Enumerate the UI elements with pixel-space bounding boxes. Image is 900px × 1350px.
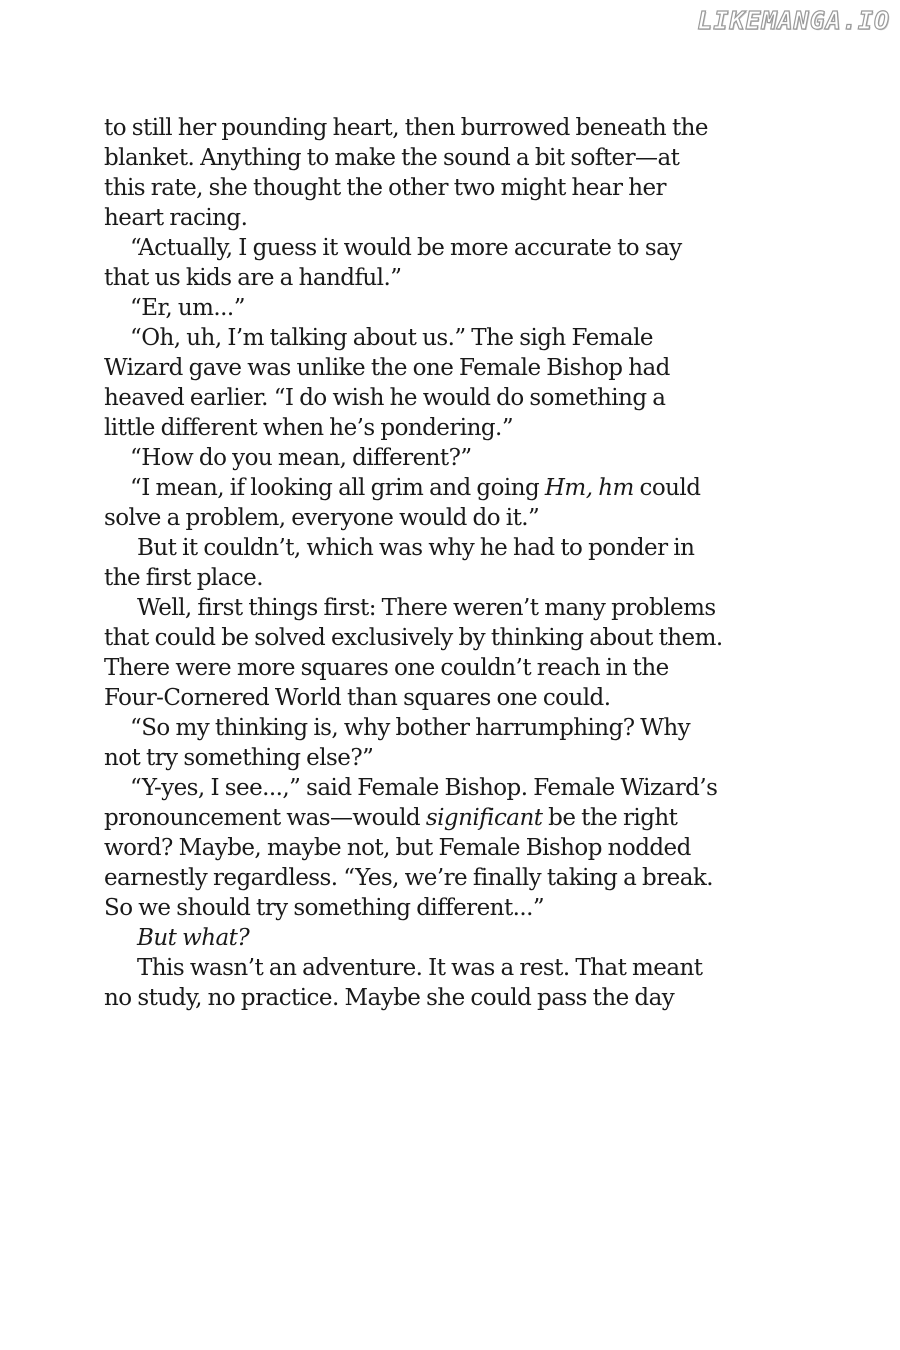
text-segment: word? Maybe, maybe not, but Female Bishop nodded: [104, 835, 691, 861]
text-line: [104, 893, 804, 923]
text-segment: Well, first things first: There weren’t many problems: [137, 595, 716, 621]
text-segment: be the right: [542, 805, 678, 831]
text-segment: not try something else?”: [104, 745, 374, 771]
text-line: [104, 293, 804, 323]
text-segment: Four-Cornered World than squares one could.: [104, 685, 611, 711]
text-line: [104, 443, 804, 473]
text-line: [104, 263, 804, 293]
text-segment: solve a problem, everyone would do it.”: [104, 505, 540, 531]
text-segment: “I mean, if looking all grim and going: [130, 475, 545, 501]
text-segment: no study, no practice. Maybe she could pass the day: [104, 985, 675, 1011]
text-line: [104, 623, 804, 653]
text-segment: the first place.: [104, 565, 263, 591]
page-text: [104, 113, 804, 1013]
text-segment: “Y-yes, I see...,” said Female Bishop. Female Wizard’s: [130, 775, 718, 801]
text-segment: Wizard gave was unlike the one Female Bishop had: [104, 355, 670, 381]
text-line: [104, 323, 804, 353]
text-segment: little different when he’s pondering.”: [104, 415, 514, 441]
text-segment: earnestly regardless. “Yes, we’re finally taking a break.: [104, 865, 714, 891]
text-line: [104, 713, 804, 743]
text-line: [104, 413, 804, 443]
text-line: [104, 953, 804, 983]
italic-text: significant: [425, 805, 543, 831]
text-line: [104, 473, 804, 503]
text-line: [104, 983, 804, 1013]
text-line: [104, 173, 804, 203]
site-watermark: LIKEMANGA.IO: [697, 6, 890, 35]
text-segment: to still her pounding heart, then burrowed beneath the: [104, 115, 708, 141]
text-line: [104, 833, 804, 863]
text-line: [104, 863, 804, 893]
text-line: [104, 203, 804, 233]
text-segment: This wasn’t an adventure. It was a rest. That meant: [137, 955, 703, 981]
text-line: [104, 743, 804, 773]
text-segment: “How do you mean, different?”: [130, 445, 472, 471]
text-segment: this rate, she thought the other two might hear her: [104, 175, 667, 201]
text-segment: that us kids are a handful.”: [104, 265, 402, 291]
italic-text: Hm, hm: [544, 475, 634, 501]
text-line: [104, 803, 804, 833]
text-line: [104, 563, 804, 593]
text-segment: that could be solved exclusively by thinking about them.: [104, 625, 723, 651]
text-segment: could: [633, 475, 701, 501]
text-segment: So we should try something different...”: [104, 895, 545, 921]
text-line: [104, 593, 804, 623]
text-segment: heart racing.: [104, 205, 248, 231]
text-line: [104, 503, 804, 533]
text-segment: blanket. Anything to make the sound a bit softer—at: [104, 145, 680, 171]
text-segment: heaved earlier. “I do wish he would do something a: [104, 385, 666, 411]
text-segment: “Actually, I guess it would be more accurate to say: [130, 235, 682, 261]
text-segment: “So my thinking is, why bother harrumphing? Why: [130, 715, 691, 741]
text-segment: “Er, um...”: [130, 295, 245, 321]
text-segment: There were more squares one couldn’t reach in the: [104, 655, 669, 681]
text-line: [104, 533, 804, 563]
text-line: [104, 773, 804, 803]
text-line: [104, 923, 804, 953]
text-line: [104, 143, 804, 173]
text-line: [104, 383, 804, 413]
italic-text: But what?: [137, 925, 250, 951]
text-segment: pronouncement was—would: [104, 805, 426, 831]
text-line: [104, 683, 804, 713]
text-line: [104, 113, 804, 143]
text-segment: But it couldn’t, which was why he had to ponder in: [137, 535, 695, 561]
text-line: [104, 233, 804, 263]
text-line: [104, 653, 804, 683]
text-segment: “Oh, uh, I’m talking about us.” The sigh Female: [130, 325, 653, 351]
text-line: [104, 353, 804, 383]
